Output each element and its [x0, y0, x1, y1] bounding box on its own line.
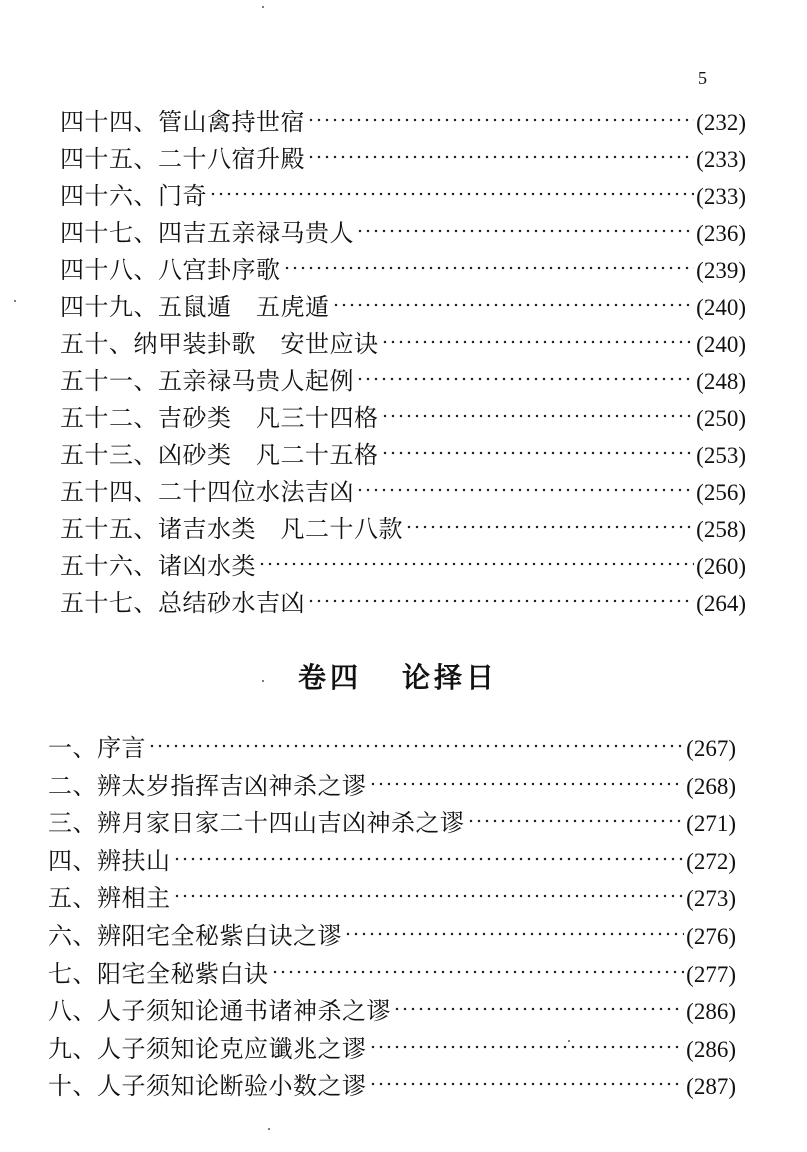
dot-leader	[356, 228, 694, 234]
toc-entry-page: (276)	[686, 923, 736, 949]
toc-entry-title: 五十四、二十四位水法吉凶	[60, 478, 354, 506]
toc-entry[interactable]	[48, 768, 736, 806]
dot-leader	[381, 339, 695, 345]
toc-entry-page: (267)	[686, 736, 736, 761]
toc-entry-page: (286)	[686, 999, 736, 1025]
scan-speck	[14, 300, 16, 302]
toc-entry-page: (232)	[696, 110, 746, 135]
toc-entry[interactable]	[60, 326, 746, 363]
toc-entry-page: (248)	[696, 369, 746, 394]
toc-entry[interactable]	[60, 141, 746, 178]
toc-entry-page: (272)	[686, 848, 736, 874]
toc-entry-page: (256)	[696, 480, 746, 505]
toc-entry-title: 一、序言	[48, 734, 146, 762]
toc-entry[interactable]	[60, 104, 746, 141]
section-heading	[298, 656, 498, 696]
toc-entry-title: 四、辨扶山	[48, 846, 171, 875]
toc-entry-title: 七、阳宅全秘紫白诀	[48, 959, 269, 988]
toc-entry[interactable]	[48, 880, 736, 918]
toc-entry-title: 十、人子须知论断验小数之谬	[48, 1072, 367, 1101]
dot-leader	[369, 1044, 685, 1050]
dot-leader	[148, 743, 684, 749]
toc-entry[interactable]	[60, 548, 746, 585]
toc-entry-title: 四十八、八宫卦序歌	[60, 256, 281, 284]
dot-leader	[369, 781, 685, 787]
toc-entry[interactable]	[48, 918, 736, 956]
toc-entry-page: (287)	[686, 1074, 736, 1100]
dot-leader	[271, 969, 685, 975]
toc-entry-page: (236)	[696, 221, 746, 246]
toc-entry-title: 五十五、诸吉水类 凡二十八款	[60, 515, 403, 543]
toc-entry[interactable]	[60, 215, 746, 252]
scan-speck	[268, 1128, 270, 1130]
toc-entry-page: (268)	[686, 773, 736, 799]
toc-entry[interactable]	[48, 1031, 736, 1069]
toc-entry-title: 六、辨阳宅全秘紫白诀之谬	[48, 921, 342, 950]
dot-leader	[369, 1081, 685, 1087]
toc-entry-title: 三、辨月家日家二十四山吉凶神杀之谬	[48, 809, 465, 838]
dot-leader	[209, 191, 694, 197]
toc-entry-page: (240)	[696, 332, 746, 357]
dot-leader	[307, 598, 694, 604]
dot-leader	[258, 561, 694, 567]
toc-entry-page: (239)	[696, 258, 746, 283]
toc-entry-title: 五十一、五亲禄马贵人起例	[60, 367, 354, 395]
toc-entry[interactable]	[60, 178, 746, 215]
scan-speck	[568, 1040, 570, 1042]
toc-entry[interactable]	[60, 252, 746, 289]
toc-entry-page: (240)	[696, 295, 746, 320]
dot-leader	[173, 893, 685, 899]
toc-list-part-b	[48, 730, 736, 1106]
toc-entry[interactable]	[60, 289, 746, 326]
toc-entry-title: 五十六、诸凶水类	[60, 552, 256, 580]
toc-entry-title: 五十二、吉砂类 凡三十四格	[60, 404, 379, 432]
volume-title: 论择日	[402, 661, 499, 694]
toc-entry-title: 四十五、二十八宿升殿	[60, 145, 305, 173]
toc-entry-page: (233)	[696, 184, 746, 209]
toc-entry[interactable]	[60, 400, 746, 437]
toc-entry-page: (286)	[686, 1036, 736, 1062]
dot-leader	[307, 117, 694, 123]
toc-entry-page: (253)	[696, 443, 746, 468]
dot-leader	[356, 376, 694, 382]
page-number: 5	[698, 68, 707, 88]
toc-list-part-a	[60, 104, 746, 622]
toc-entry-title: 四十四、管山禽持世宿	[60, 108, 305, 136]
dot-leader	[356, 487, 694, 493]
toc-entry-title: 二、辨太岁指挥吉凶神杀之谬	[48, 771, 367, 800]
toc-entry-title: 五十三、凶砂类 凡二十五格	[60, 441, 379, 469]
toc-entry[interactable]	[48, 993, 736, 1031]
toc-entry[interactable]	[48, 843, 736, 881]
toc-entry-page: (264)	[696, 591, 746, 616]
toc-entry[interactable]	[48, 730, 736, 768]
toc-entry[interactable]	[60, 437, 746, 474]
dot-leader	[283, 265, 695, 271]
volume-label: 卷四	[298, 661, 363, 694]
dot-leader	[307, 154, 694, 160]
dot-leader	[332, 302, 695, 308]
toc-entry-page: (250)	[696, 406, 746, 431]
dot-leader	[173, 856, 685, 862]
toc-entry[interactable]	[48, 1068, 736, 1106]
dot-leader	[381, 413, 695, 419]
toc-entry-title: 五十、纳甲装卦歌 安世应诀	[60, 330, 379, 358]
toc-entry-page: (271)	[686, 811, 736, 837]
toc-entry[interactable]	[48, 956, 736, 994]
toc-entry[interactable]	[60, 585, 746, 622]
toc-entry-title: 四十六、门奇	[60, 182, 207, 210]
toc-entry[interactable]	[48, 805, 736, 843]
toc-entry-page: (273)	[686, 886, 736, 912]
toc-entry[interactable]	[60, 511, 746, 548]
toc-entry-title: 四十九、五鼠遁 五虎遁	[60, 293, 330, 321]
toc-entry-page: (258)	[696, 517, 746, 542]
toc-entry-page: (277)	[686, 961, 736, 987]
scan-speck	[262, 680, 264, 682]
toc-entry-page: (260)	[696, 554, 746, 579]
toc-entry[interactable]	[60, 474, 746, 511]
toc-entry-title: 八、人子须知论通书诸神杀之谬	[48, 997, 391, 1026]
scan-speck	[262, 6, 264, 8]
toc-entry-title: 五十七、总结砂水吉凶	[60, 589, 305, 617]
dot-leader	[393, 1006, 684, 1012]
dot-leader	[405, 524, 694, 530]
toc-entry-title: 九、人子须知论克应谶兆之谬	[48, 1034, 367, 1063]
toc-entry-title: 四十七、四吉五亲禄马贵人	[60, 219, 354, 247]
toc-entry-title: 五、辨相主	[48, 884, 171, 913]
toc-entry[interactable]	[60, 363, 746, 400]
dot-leader	[467, 818, 685, 824]
dot-leader	[344, 931, 684, 937]
dot-leader	[381, 450, 695, 456]
toc-entry-page: (233)	[696, 147, 746, 172]
